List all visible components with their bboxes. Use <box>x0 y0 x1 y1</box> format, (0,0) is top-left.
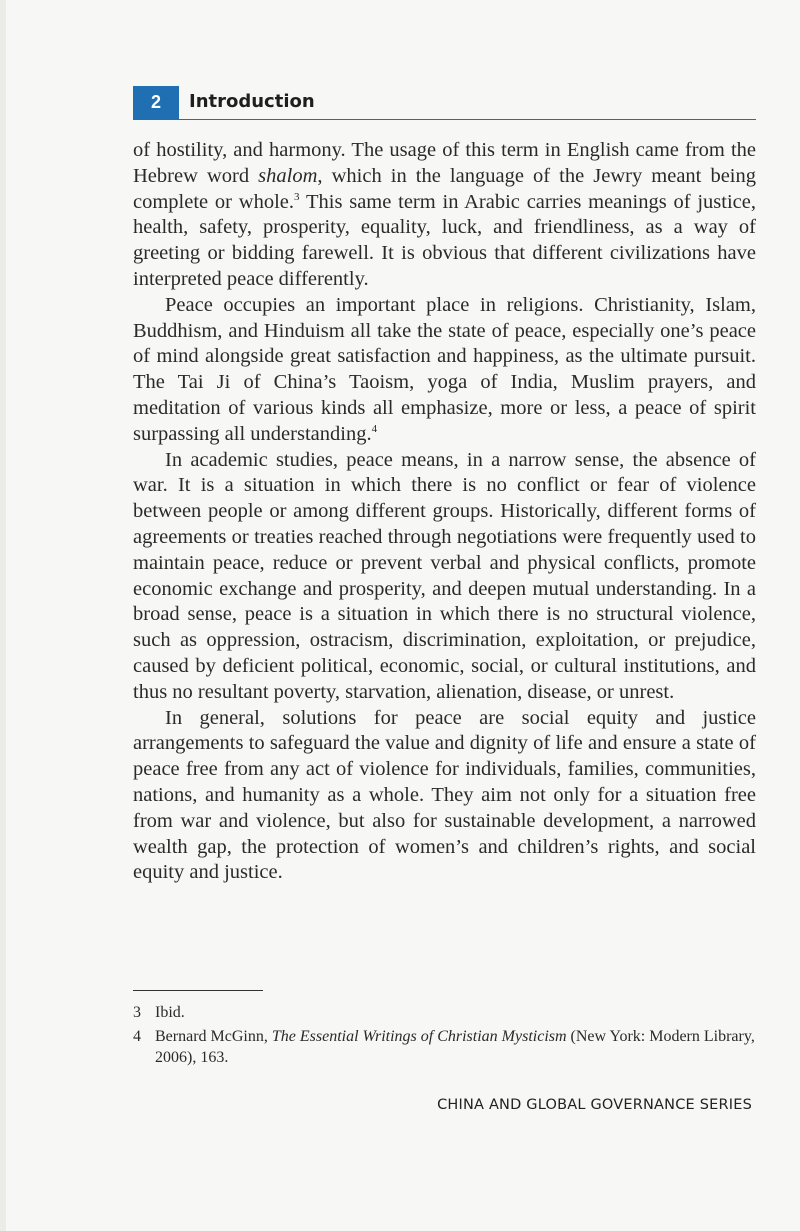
paragraph-1-text-c: This same term in Arabic carries meanings of justice, health, safety, prosperity, equality, luck, and friendliness, as a way of greeting or bidding farewell. It is obvious that different civilizations have interpreted peace differently. <box>133 190 756 290</box>
footnote-number: 3 <box>133 1004 141 1021</box>
footnote-3 <box>133 1002 756 1023</box>
footnote-4 <box>133 1026 756 1068</box>
paragraph-2 <box>133 293 756 448</box>
footnote-rule <box>133 990 263 991</box>
paragraph-1-text-a: of hostility, and harmony. The usage of this term in English came from the Hebrew word <box>133 139 756 187</box>
running-header <box>133 86 756 120</box>
header-rule <box>133 119 756 120</box>
series-footer: CHINA AND GLOBAL GOVERNANCE SERIES <box>437 1097 752 1113</box>
paragraph-4: In general, solutions for peace are social equity and justice arrangements to safeguard the value and dignity of life and ensure a state of peace free from any act of violence for individuals, families, communities, nations, and humanity as a whole. They aim not only for a situation free from war and violence, but also for sustainable development, a narrowed wealth gap, the protection of women’s and children’s rights, and social equity and justice. <box>133 706 756 884</box>
chapter-title: Introduction <box>189 91 315 112</box>
body-text <box>133 138 756 886</box>
footnote-text: Ibid. <box>155 1004 185 1021</box>
footnote-publication: (New York: Modern Library, 2006), 163. <box>155 1028 755 1066</box>
footnote-ref-3: 3 <box>294 190 300 203</box>
paragraph-3: In academic studies, peace means, in a narrow sense, the absence of war. It is a situation in which there is no conflict or fear of violence between people or among different groups. Historically, different forms of agreements or treaties reached through negotiations were frequently used to maintain peace, reduce or prevent verbal and physical conflicts, promote economic exchange and prosperity, and deepen mutual understanding. In a broad sense, peace is a situation in which there is no structural violence, such as oppression, ostracism, discrimination, exploitation, or prejudice, caused by deficient political, economic, social, or cultural institutions, and thus no resultant poverty, starvation, alienation, disease, or unrest. <box>133 448 756 703</box>
footnotes <box>133 1002 756 1071</box>
footnote-author: Bernard McGinn, <box>155 1028 272 1045</box>
footnote-text <box>155 1026 756 1068</box>
paragraph-1-text-b: , which in the language of the Jewry meant being complete or whole. <box>133 164 757 213</box>
footnote-number: 4 <box>133 1028 141 1045</box>
paragraph-2-text: Peace occupies an important place in religions. Christianity, Islam, Buddhism, and Hinduism all take the state of peace, especially one’s peace of mind alongside great satisfaction and happiness, as the ultimate pursuit. The Tai Ji of China’s Taoism, yoga of India, Muslim prayers, and meditation of various kinds all emphasize, more or less, a peace of spirit surpassing all understanding. <box>133 293 756 445</box>
paragraph-1-italic-term: shalom <box>258 164 318 187</box>
footnote-book-title: The Essential Writings of Christian Mysticism <box>271 1028 567 1045</box>
page-edge <box>0 0 6 1231</box>
page-number-badge: 2 <box>133 86 179 119</box>
paragraph-1 <box>133 138 756 293</box>
footnote-ref-4: 4 <box>371 422 378 435</box>
